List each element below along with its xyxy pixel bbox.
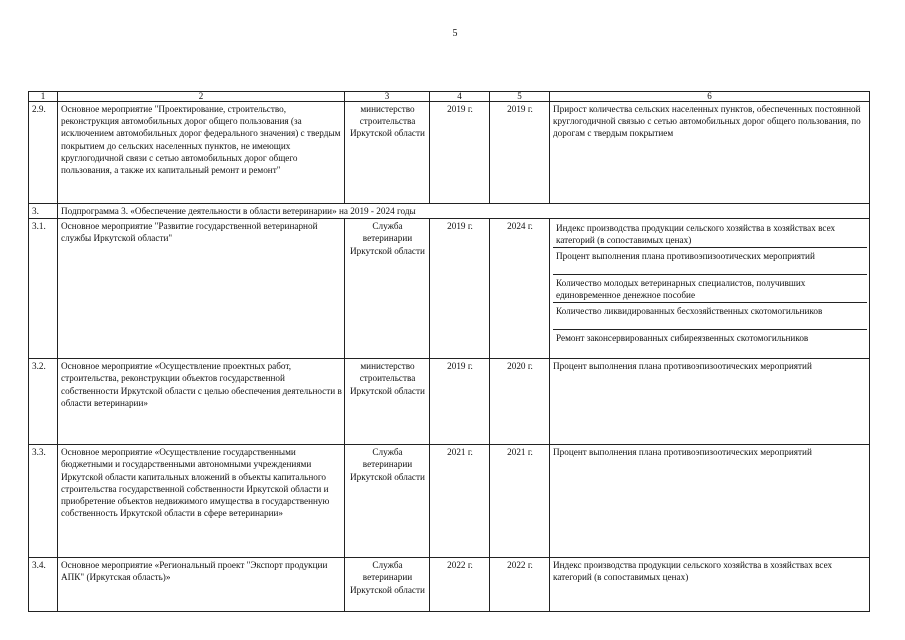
indicator: Ремонт законсервированных сибиреязвенных скотомогильников [556, 333, 809, 344]
start-year: 2019 г. [430, 102, 490, 204]
end-year: 2019 г. [490, 102, 550, 204]
end-year: 2024 г. [490, 219, 550, 359]
column-header: 5 [490, 92, 550, 102]
column-header: 1 [29, 92, 58, 102]
row-number: 3.3. [29, 445, 58, 558]
column-header: 4 [430, 92, 490, 102]
activity-name: Основное мероприятие «Осуществление государственными бюджетными и государственными автономными учреждениями Иркутской области капитальных вложений в объекты капитального строительства государственной собственности Иркутской области и приобретение объектов недвижимого имущества в государственную собственность Иркутской области в сфере ветеринарии» [58, 445, 345, 558]
responsible-executor: Служба ветеринарии Иркутской области [345, 558, 430, 612]
indicators-cell [550, 219, 870, 359]
column-header: 3 [345, 92, 430, 102]
activities-table [28, 91, 870, 612]
page-number: 5 [452, 28, 458, 39]
responsible-executor: министерство строительства Иркутской области [345, 102, 430, 204]
table-row [29, 219, 870, 359]
indicator: Прирост количества сельских населенных пунктов, обеспеченных постоянной круглогодичной связью с сетью автомобильных дорог общего пользования, по дорогам с твердым покрытием [550, 102, 870, 204]
start-year: 2019 г. [430, 359, 490, 445]
table-row [29, 445, 870, 558]
row-number: 2.9. [29, 102, 58, 204]
responsible-executor: Служба ветеринарии Иркутской области [345, 219, 430, 359]
indicator: Индекс производства продукции сельского хозяйства в хозяйствах всех категорий (в сопоставимых ценах) [550, 558, 870, 612]
activity-name: Основное мероприятие «Осуществление проектных работ, строительства, реконструкции объектов государственной собственности Иркутской области с целью обеспечения деятельности в области ветеринарии» [58, 359, 345, 445]
start-year: 2021 г. [430, 445, 490, 558]
start-year: 2022 г. [430, 558, 490, 612]
indicator: Процент выполнения плана противоэпизоотических мероприятий [550, 445, 870, 558]
end-year: 2021 г. [490, 445, 550, 558]
activity-name: Основное мероприятие "Проектирование, строительство, реконструкция автомобильных дорог общего пользования (за исключением автомобильных дорог федерального значения) с твердым покрытием до сельских населенных пунктов, не имеющих круглогодичной связи с сетью автомобильных дорог общего пользования, а также их капитальный ремонт и ремонт" [58, 102, 345, 204]
column-header-row [29, 92, 870, 102]
indicator: Количество молодых ветеринарных специалистов, получивших единовременное денежное пособие [553, 275, 867, 303]
indicator: Количество ликвидированных бесхозяйственных скотомогильников [553, 303, 867, 330]
indicator: Процент выполнения плана противоэпизоотических мероприятий [550, 359, 870, 445]
start-year: 2019 г. [430, 219, 490, 359]
table-row [29, 102, 870, 204]
end-year: 2020 г. [490, 359, 550, 445]
indicator: Процент выполнения плана противоэпизоотических мероприятий [553, 248, 867, 275]
subprogram-title: Подпрограмма 3. «Обеспечение деятельности в области ветеринарии» на 2019 - 2024 годы [58, 204, 870, 219]
end-year: 2022 г. [490, 558, 550, 612]
row-number: 3. [29, 204, 58, 219]
indicator: Индекс производства продукции сельского хозяйства в хозяйствах всех категорий (в сопоставимых ценах) [553, 220, 867, 248]
subprogram-row [29, 204, 870, 219]
row-number: 3.1. [29, 219, 58, 359]
responsible-executor: Служба ветеринарии Иркутской области [345, 445, 430, 558]
table-row [29, 558, 870, 612]
activity-name: Основное мероприятие "Развитие государственной ветеринарной службы Иркутской области" [58, 219, 345, 359]
responsible-executor: министерство строительства Иркутской области [345, 359, 430, 445]
table-row [29, 359, 870, 445]
row-number: 3.4. [29, 558, 58, 612]
activity-name: Основное мероприятие «Региональный проект "Экспорт продукции АПК" (Иркутская область)» [58, 558, 345, 612]
column-header: 2 [58, 92, 345, 102]
row-number: 3.2. [29, 359, 58, 445]
column-header: 6 [550, 92, 870, 102]
